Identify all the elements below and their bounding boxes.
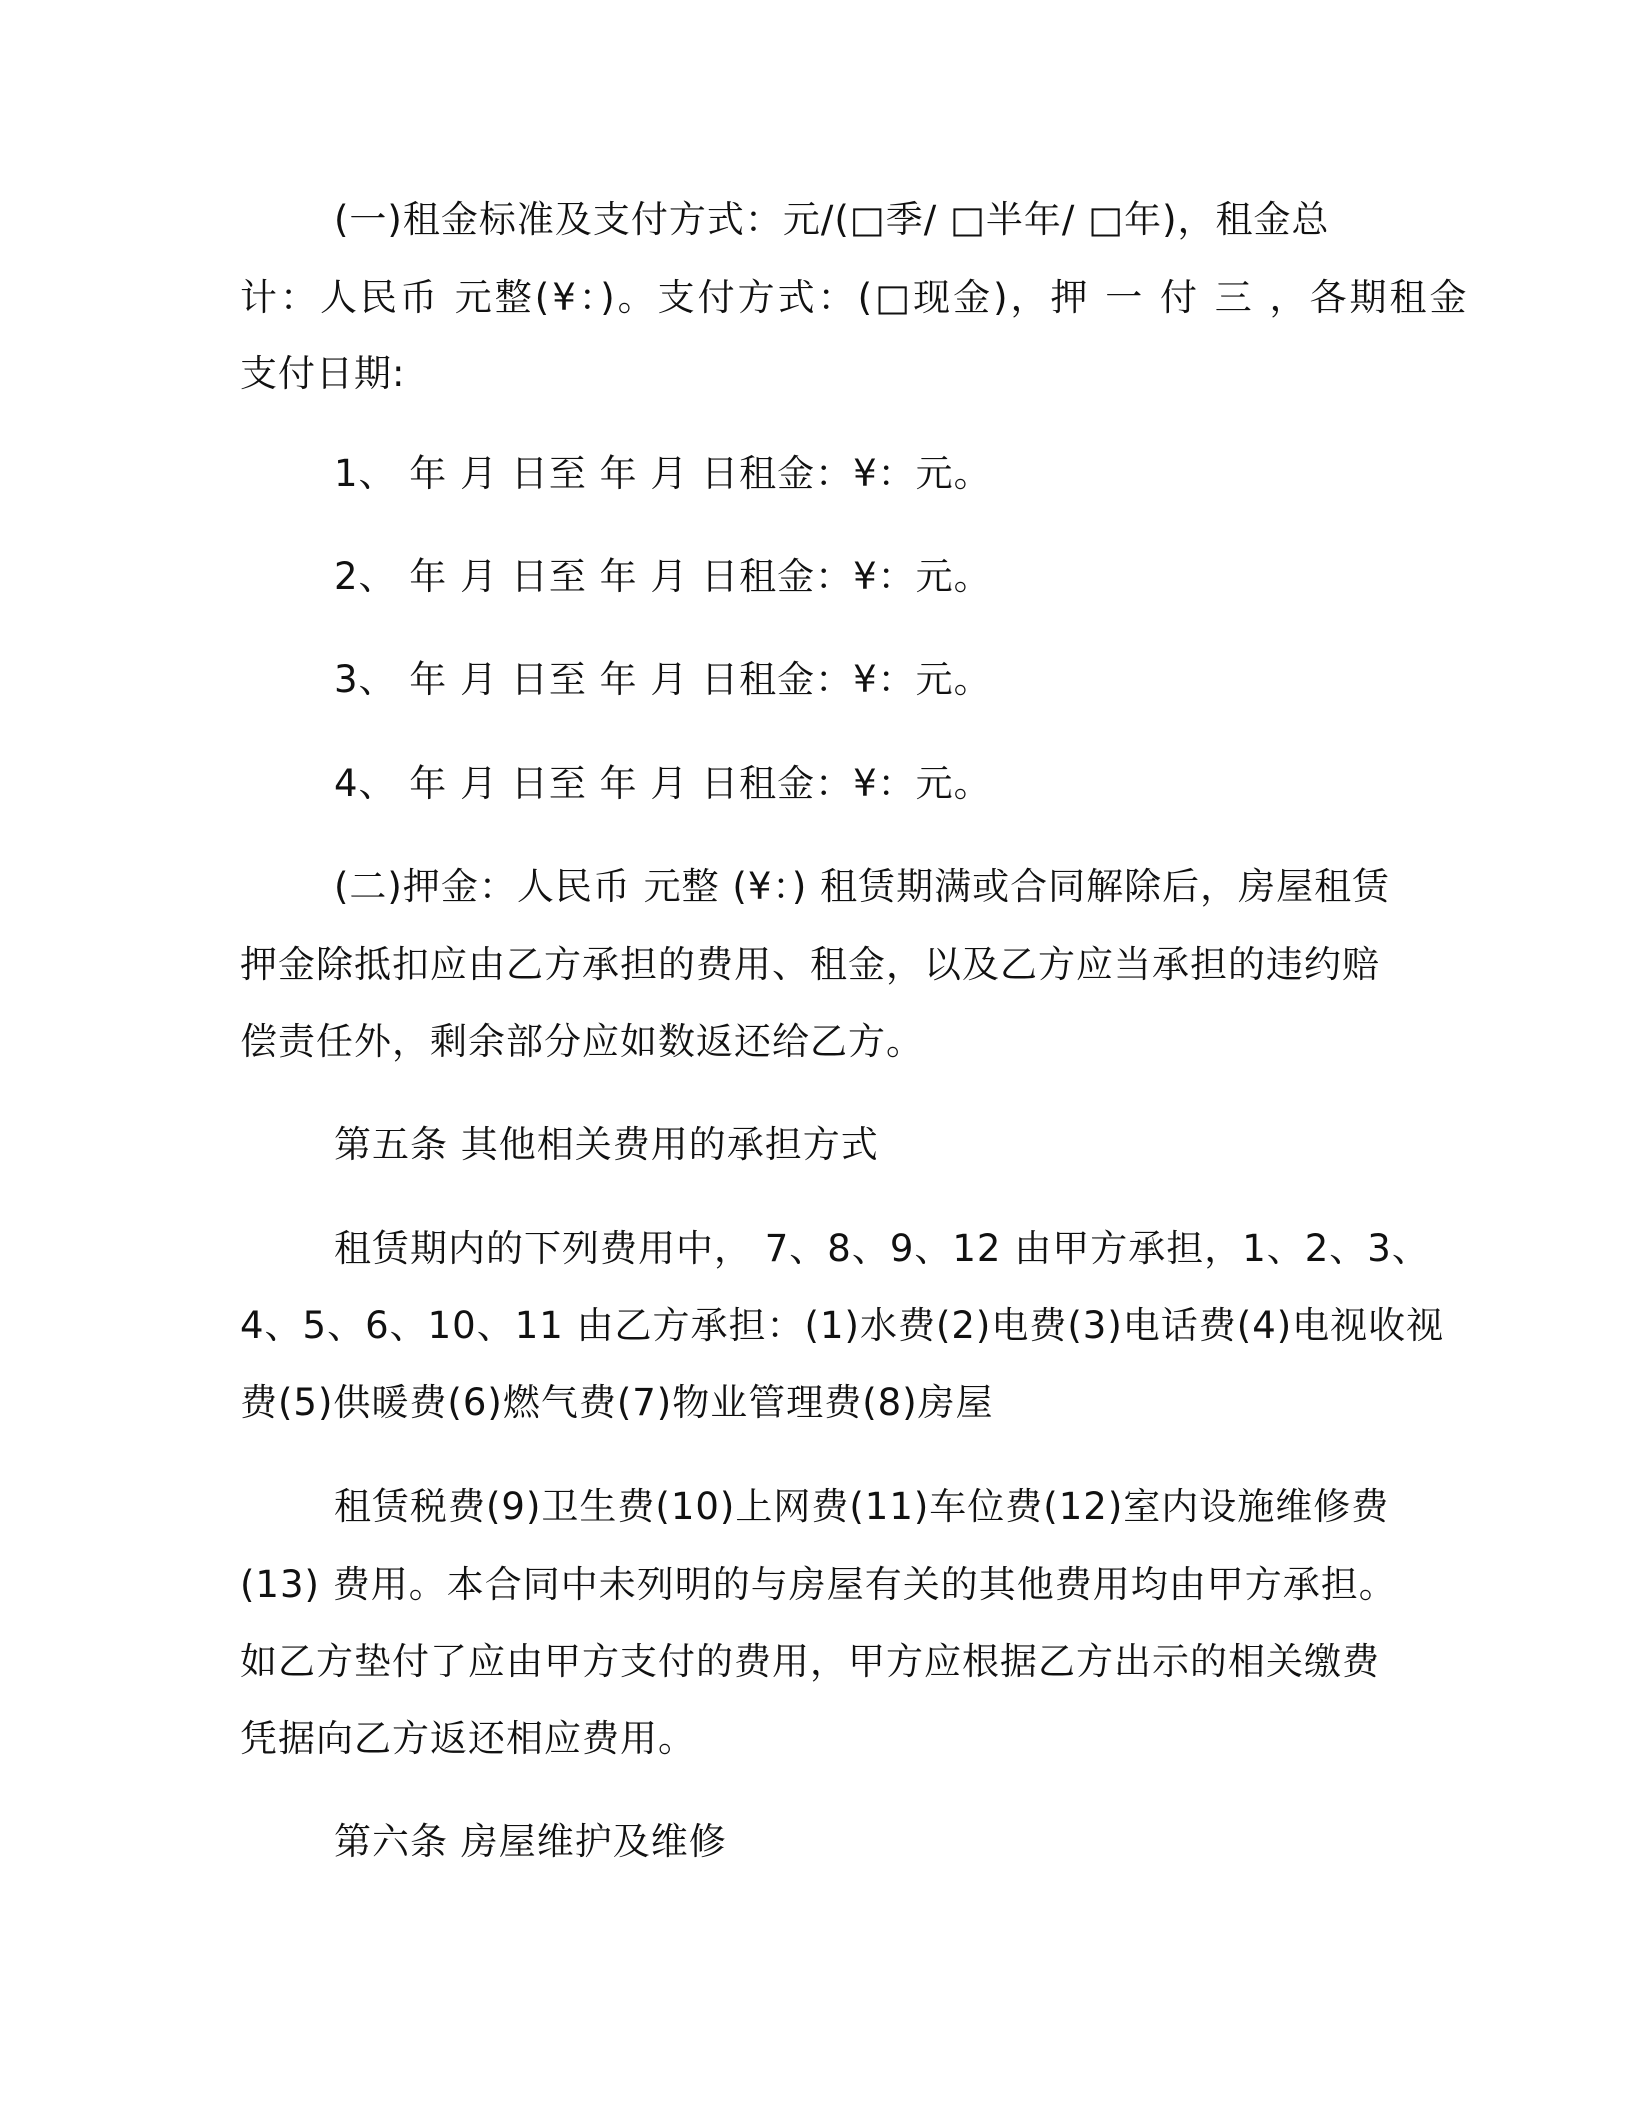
rent-terms-line-1: (一)租金标准及支付方式：元/(□季/ □半年/ □年)，租金总: [334, 198, 1330, 241]
rent-terms-line-3: 支付日期:: [240, 352, 406, 395]
fees-para2-line-4: 凭据向乙方返还相应费用。: [240, 1717, 696, 1760]
deposit-line-1: (二)押金：人民币 元整 (¥：) 租赁期满或合同解除后，房屋租赁: [334, 865, 1391, 908]
fees-para2-line-3: 如乙方垫付了应由甲方支付的费用，甲方应根据乙方出示的相关缴费: [240, 1640, 1380, 1683]
schedule-item-3: 3、 年 月 日至 年 月 日租金：¥：元。: [334, 658, 992, 701]
schedule-item-4: 4、 年 月 日至 年 月 日租金：¥：元。: [334, 762, 992, 805]
deposit-line-2: 押金除抵扣应由乙方承担的费用、租金，以及乙方应当承担的违约赔: [240, 943, 1380, 986]
fees-para1-line-1: 租赁期内的下列费用中， 7、8、9、12 由甲方承担，1、2、3、: [334, 1227, 1430, 1270]
fees-para2-line-1: 租赁税费(9)卫生费(10)上网费(11)车位费(12)室内设施维修费: [334, 1485, 1390, 1528]
fees-para1-line-2: 4、5、6、10、11 由乙方承担：(1)水费(2)电费(3)电话费(4)电视收视: [240, 1304, 1445, 1347]
fees-para1-line-3: 费(5)供暖费(6)燃气费(7)物业管理费(8)房屋: [240, 1381, 994, 1424]
schedule-item-1: 1、 年 月 日至 年 月 日租金：¥：元。: [334, 452, 992, 495]
deposit-line-3: 偿责任外，剩余部分应如数返还给乙方。: [240, 1020, 924, 1063]
rent-terms-line-2: 计：人民币 元整(¥：)。支付方式：(□现金)，押 一 付 三 ，各期租金: [240, 276, 1470, 319]
fees-para2-line-2: (13) 费用。本合同中未列明的与房屋有关的其他费用均由甲方承担。: [240, 1563, 1397, 1606]
article-six-heading: 第六条 房屋维护及维修: [334, 1820, 727, 1863]
schedule-item-2: 2、 年 月 日至 年 月 日租金：¥：元。: [334, 555, 992, 598]
article-five-heading: 第五条 其他相关费用的承担方式: [334, 1123, 879, 1166]
